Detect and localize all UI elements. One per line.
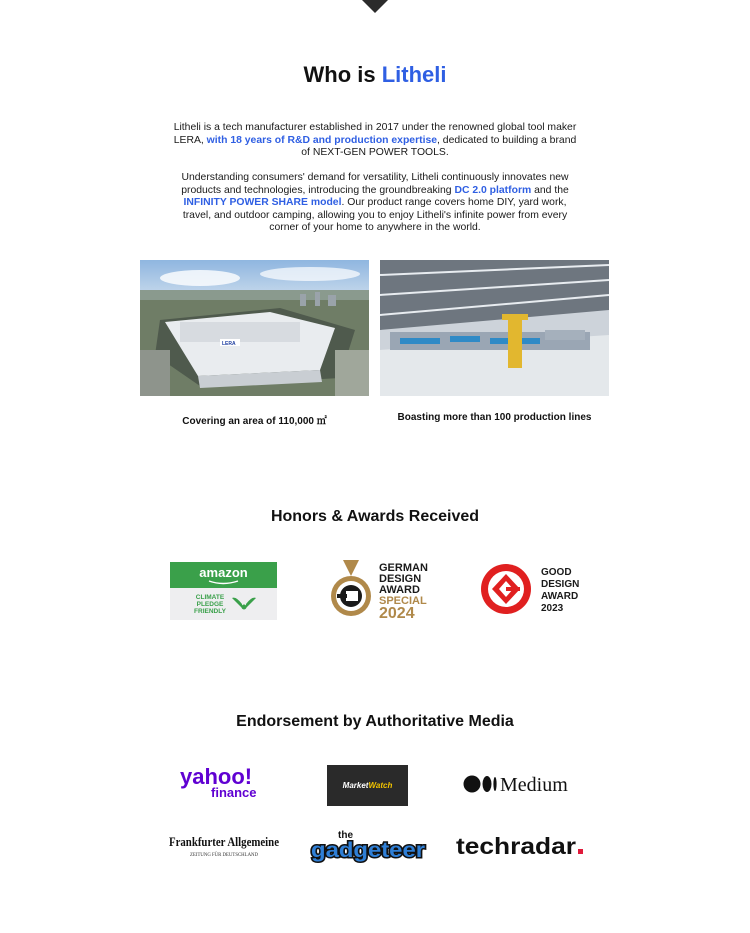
yahoo-finance-logo[interactable] — [178, 764, 268, 800]
factory-sign: LERA — [222, 341, 236, 347]
techradar-logo[interactable] — [456, 832, 586, 858]
the-gadgeteer-logo[interactable] — [308, 828, 428, 862]
gd-line1: GOOD — [541, 567, 572, 578]
text: . Our product range covers home DIY, yard work, travel, and outdoor camping, allowing you to enjoy Litheli's infinite power from every corner of your home to anywhere in the world. — [182, 197, 568, 234]
good-design-g-icon — [481, 564, 531, 614]
innovation-paragraph — [168, 172, 582, 235]
production-lines-photo — [380, 260, 609, 396]
gda-line1: GERMAN — [379, 562, 428, 574]
gd-year: 2023 — [541, 603, 564, 614]
techradar-wordmark: techradar — [456, 833, 577, 859]
pledge-line1: CLIMATE — [195, 594, 225, 601]
marketwatch-text-b: Watch — [368, 781, 393, 790]
marketwatch-logo[interactable] — [327, 765, 408, 806]
medal-icon — [331, 560, 371, 616]
amazon-wordmark: amazon — [199, 565, 248, 580]
highlight-dc-platform: DC 2.0 platform — [454, 184, 532, 196]
intro-paragraph — [168, 122, 582, 160]
highlight-power-share: INFINITY POWER SHARE model — [183, 197, 342, 209]
marketwatch-text-a: Market — [342, 781, 369, 790]
caption-production-lines: Boasting more than 100 production lines — [397, 412, 592, 423]
scroll-arrow-icon — [362, 0, 388, 13]
text: Understanding consumers' demand for versatility, Litheli continuously innovates new products and technologies, introducing the groundbreaking — [181, 172, 569, 196]
gda-line4: SPECIAL — [379, 595, 427, 607]
factory-aerial-photo — [140, 260, 369, 396]
gda-year: 2024 — [379, 605, 415, 622]
media-title: Endorsement by Authoritative Media — [236, 713, 514, 730]
highlight-expertise: with 18 years of R&D and production expertise — [206, 134, 438, 146]
medium-wordmark: Medium — [500, 774, 568, 796]
pledge-line3: FRIENDLY — [194, 608, 226, 615]
gda-line2: DESIGN — [379, 573, 422, 585]
medium-logo[interactable] — [463, 772, 578, 796]
faz-subtitle: ZEITUNG FÜR DEUTSCHLAND — [190, 853, 258, 858]
medium-dots-icon — [464, 776, 497, 793]
who-is-title — [0, 62, 750, 88]
gd-line3: AWARD — [541, 591, 579, 602]
gadgeteer-the: the — [338, 830, 353, 841]
amazon-climate-pledge-badge — [170, 562, 277, 620]
german-design-award-badge — [329, 560, 431, 620]
frankfurter-allgemeine-logo[interactable] — [168, 833, 280, 859]
awards-title: Honors & Awards Received — [270, 508, 480, 525]
text: and the — [531, 184, 569, 196]
text: Litheli is a tech manufacturer established in 2017 under the renowned global tool maker LERA, — [173, 122, 577, 146]
good-design-award-badge — [482, 562, 582, 616]
caption-area: Covering an area of 110,000 ㎡ — [182, 416, 327, 427]
pledge-line2: PLEDGE — [196, 601, 224, 608]
gda-line3: AWARD — [379, 584, 420, 596]
title-prefix: Who is — [303, 62, 382, 87]
title-brand: Litheli — [381, 62, 447, 87]
text: , dedicated to building a brand of NEXT-GEN POWER TOOLS. — [301, 134, 577, 159]
faz-wordmark: Frankfurter Allgemeine — [169, 835, 280, 849]
techradar-dot-icon — [578, 849, 583, 854]
gd-line2: DESIGN — [541, 579, 580, 590]
yahoo-wordmark: yahoo! — [180, 764, 253, 789]
gadgeteer-wordmark: gadgeteer — [311, 839, 425, 862]
finance-wordmark: finance — [211, 785, 257, 800]
